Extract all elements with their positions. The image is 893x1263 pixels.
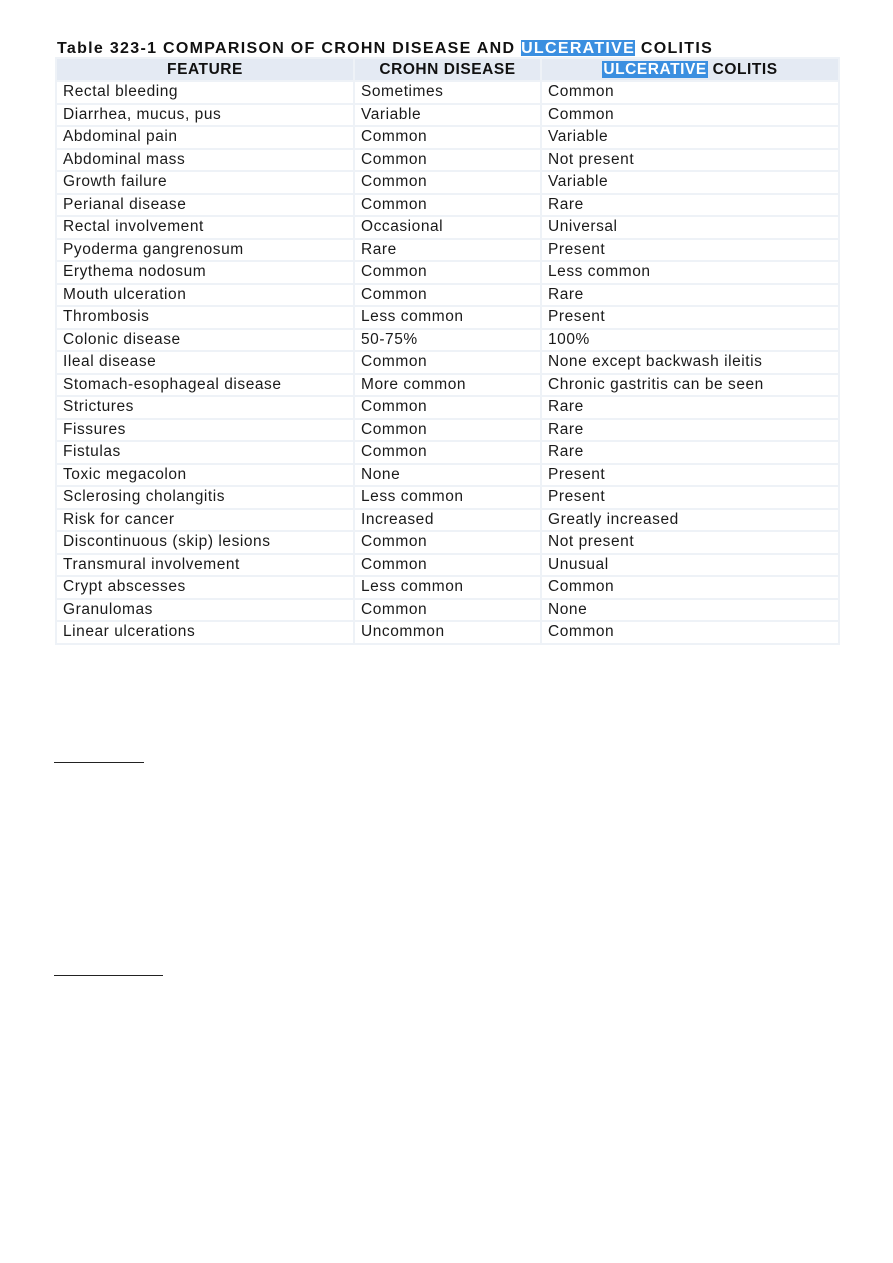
table-row xyxy=(57,172,838,193)
table-row xyxy=(57,420,838,441)
table-row xyxy=(57,285,838,306)
cell-crohn: Common xyxy=(355,262,540,283)
caption-tail: COLITIS xyxy=(635,40,714,56)
table-row xyxy=(57,532,838,553)
cell-crohn: Common xyxy=(355,127,540,148)
header-uc-highlight: ULCERATIVE xyxy=(603,60,707,78)
cell-uc: Variable xyxy=(542,127,838,148)
section-underline-2 xyxy=(54,975,163,976)
cell-feature: Granulomas xyxy=(57,600,353,621)
cell-crohn: 50-75% xyxy=(355,330,540,351)
cell-feature: Discontinuous (skip) lesions xyxy=(57,532,353,553)
table-caption-clip xyxy=(57,34,837,56)
cell-feature: Fissures xyxy=(57,420,353,441)
cell-uc: Not present xyxy=(542,150,838,171)
cell-crohn: Common xyxy=(355,555,540,576)
cell-uc: Rare xyxy=(542,442,838,463)
cell-feature: Rectal involvement xyxy=(57,217,353,238)
cell-feature: Perianal disease xyxy=(57,195,353,216)
cell-crohn: Common xyxy=(355,442,540,463)
table-row xyxy=(57,240,838,261)
cell-feature: Ileal disease xyxy=(57,352,353,373)
table-row xyxy=(57,442,838,463)
cell-uc: Universal xyxy=(542,217,838,238)
cell-crohn: Common xyxy=(355,397,540,418)
cell-crohn: Common xyxy=(355,150,540,171)
cell-uc: Common xyxy=(542,105,838,126)
cell-crohn: Common xyxy=(355,172,540,193)
table-row xyxy=(57,577,838,598)
table-body xyxy=(57,82,838,643)
comparison-table xyxy=(55,57,840,645)
cell-crohn: Sometimes xyxy=(355,82,540,103)
cell-uc: Rare xyxy=(542,397,838,418)
cell-uc: Chronic gastritis can be seen xyxy=(542,375,838,396)
table-row xyxy=(57,307,838,328)
cell-feature: Abdominal mass xyxy=(57,150,353,171)
table-row xyxy=(57,352,838,373)
table-row xyxy=(57,150,838,171)
table-row xyxy=(57,622,838,643)
table-row xyxy=(57,487,838,508)
cell-uc: None except backwash ileitis xyxy=(542,352,838,373)
cell-uc: Less common xyxy=(542,262,838,283)
cell-uc: Not present xyxy=(542,532,838,553)
cell-feature: Linear ulcerations xyxy=(57,622,353,643)
cell-crohn: Variable xyxy=(355,105,540,126)
table-row xyxy=(57,375,838,396)
cell-crohn: Uncommon xyxy=(355,622,540,643)
cell-uc: Rare xyxy=(542,195,838,216)
table-row xyxy=(57,127,838,148)
cell-feature: Erythema nodosum xyxy=(57,262,353,283)
cell-feature: Crypt abscesses xyxy=(57,577,353,598)
cell-crohn: Rare xyxy=(355,240,540,261)
cell-uc: Greatly increased xyxy=(542,510,838,531)
cell-uc: Rare xyxy=(542,420,838,441)
table-row xyxy=(57,600,838,621)
cell-crohn: Less common xyxy=(355,487,540,508)
header-uc-rest: COLITIS xyxy=(707,60,778,78)
table-header-row xyxy=(57,59,838,80)
table-row xyxy=(57,262,838,283)
cell-feature: Transmural involvement xyxy=(57,555,353,576)
cell-feature: Thrombosis xyxy=(57,307,353,328)
cell-feature: Sclerosing cholangitis xyxy=(57,487,353,508)
cell-feature: Diarrhea, mucus, pus xyxy=(57,105,353,126)
table-row xyxy=(57,555,838,576)
cell-feature: Stomach-esophageal disease xyxy=(57,375,353,396)
cell-uc: Rare xyxy=(542,285,838,306)
cell-crohn: Common xyxy=(355,352,540,373)
header-crohn: CROHN DISEASE xyxy=(355,59,540,80)
cell-feature: Pyoderma gangrenosum xyxy=(57,240,353,261)
cell-uc: Present xyxy=(542,487,838,508)
table-row xyxy=(57,82,838,103)
cell-crohn: Common xyxy=(355,195,540,216)
cell-uc: Present xyxy=(542,240,838,261)
cell-uc: Variable xyxy=(542,172,838,193)
cell-feature: Risk for cancer xyxy=(57,510,353,531)
cell-uc: 100% xyxy=(542,330,838,351)
table-row xyxy=(57,510,838,531)
table-row xyxy=(57,397,838,418)
cell-crohn: Less common xyxy=(355,307,540,328)
table-caption xyxy=(57,40,713,56)
cell-crohn: Common xyxy=(355,532,540,553)
cell-crohn: Occasional xyxy=(355,217,540,238)
cell-feature: Fistulas xyxy=(57,442,353,463)
section-underline-1 xyxy=(54,762,144,763)
cell-uc: None xyxy=(542,600,838,621)
caption-highlight: ULCERATIVE xyxy=(521,40,636,56)
cell-crohn: Common xyxy=(355,285,540,306)
table-row xyxy=(57,217,838,238)
cell-feature: Abdominal pain xyxy=(57,127,353,148)
caption-text: Table 323-1 COMPARISON OF CROHN DISEASE AND xyxy=(57,40,522,56)
table-row xyxy=(57,330,838,351)
cell-uc: Common xyxy=(542,622,838,643)
cell-uc: Common xyxy=(542,577,838,598)
cell-crohn: Common xyxy=(355,600,540,621)
table-row xyxy=(57,465,838,486)
cell-feature: Growth failure xyxy=(57,172,353,193)
header-feature: FEATURE xyxy=(57,59,353,80)
cell-uc: Common xyxy=(542,82,838,103)
cell-crohn: More common xyxy=(355,375,540,396)
cell-feature: Toxic megacolon xyxy=(57,465,353,486)
cell-feature: Rectal bleeding xyxy=(57,82,353,103)
cell-uc: Unusual xyxy=(542,555,838,576)
cell-uc: Present xyxy=(542,465,838,486)
cell-crohn: Common xyxy=(355,420,540,441)
cell-feature: Colonic disease xyxy=(57,330,353,351)
table-row xyxy=(57,105,838,126)
cell-feature: Mouth ulceration xyxy=(57,285,353,306)
table-row xyxy=(57,195,838,216)
cell-crohn: Increased xyxy=(355,510,540,531)
header-uc xyxy=(542,59,838,80)
cell-crohn: None xyxy=(355,465,540,486)
cell-uc: Present xyxy=(542,307,838,328)
cell-feature: Strictures xyxy=(57,397,353,418)
cell-crohn: Less common xyxy=(355,577,540,598)
